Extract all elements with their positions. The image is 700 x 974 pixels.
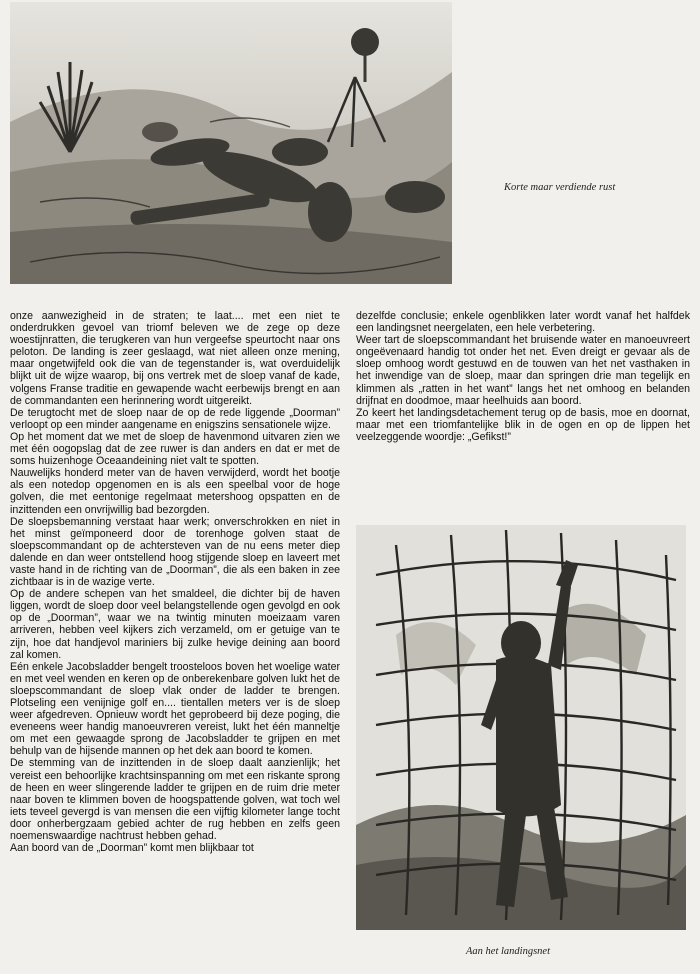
paragraph: Aan boord van de „Doorman” komt men blijkbaar tot <box>10 842 254 855</box>
paragraph: Op het moment dat we met de sloep de havenmond uitvaren zien we met één oogopslag dat de zee ruwer is dan anders en dat er met de soms huizenhoge Oceaandeining niet valt te spotten. <box>10 430 340 468</box>
paragraph: De sloepsbemanning verstaat haar werk; onverschrokken en niet in het minst geïmponeerd door de torenhoge golven staat de sloepscommandant op de achtersteven van de nu eens meter diep dalende en dan weer ontstellend hoog stijgende sloep en laveert met vaste hand in de richting van de „Doorman”, die als een baken in zee zichtbaar is in de wazige verte. <box>10 515 340 589</box>
paragraph: dezelfde conclusie; enkele ogenblikken later wordt vanaf het halfdek een landingsnet neergelaten, een hele verbetering. <box>356 310 690 335</box>
paragraph: Zo keert het landingsdetachement terug op de basis, moe en doornat, maar met een triomfantelijke blik in de ogen en op de lippen het veelzeggende woordje: „Gefikst!” <box>356 406 690 443</box>
paragraph: De terugtocht met de sloep naar de op de rede liggende „Doorman” verloopt op een minder aangename en enigszins sensationele wijze. <box>10 406 340 431</box>
right-text-column <box>356 310 690 443</box>
paragraph: Eén enkele Jacobsladder bengelt troosteloos boven het woelige water en met veel wenden en keren op de onberekenbare golven lukt het de sloepscommandant de sloep vlak onder de ladder te brengen. Plotseling een venijnige golf en.... tientallen meters ver is de sloep weer afgedreven. Opnieuw wordt het geprobeerd bij deze poging, die eveneens weer handig manoeuvreren vereist, lukt het één manneltje om met een gewaagde sprong de Jacobsladder te grijpen en met behulp van de hijsende mannen op het dek aan boord te komen. <box>10 660 340 758</box>
top-illustration <box>10 2 452 284</box>
paragraph: Nauwelijks honderd meter van de haven verwijderd, wordt het bootje als een notedop opgenomen en is als een speelbal voor de hoge golven, die met eentonige regelmaat metershoog opspatten en de inzittenden een onvrijwillig bad bezorgden. <box>10 467 340 516</box>
man-climbing-net-sketch <box>356 525 686 930</box>
paragraph: onze aanwezigheid in de straten; te laat.... met een niet te onderdrukken gevoel van triomf beleven we de zege op deze woestijnratten, die terugkeren van hun vergeefse speurtocht naar ons peloton. De landing is zeer geslaagd, wat niet alleen onze mening, maar ongetwijfeld ook die van de tegenstander is, wat overduidelijk blijkt uit de wijze waarop, bij ons vertrek met de sloep vanaf de kade, volgens Franse traditie en gewapende wacht eerbewijs brengt en aan de commandanten een herinnering wordt uitgereikt. <box>10 310 340 407</box>
paragraph: De stemming van de inzittenden in de sloep daalt aanzienlijk; het vereist een behoorlijke krachtsinspanning om met een riskante sprong de heen en weer slingerende ladder te grijpen en de ruim drie meter naar boven te klimmen boven de hoogspattende golven, wat toch wel iets teveel gevergd is van mensen die een vijftig kilometer lange tocht door onherbergzaam gebied achter de rug hebben en zelfs geen noemenswaardige nachtrust hebben gehad. <box>10 757 340 843</box>
bottom-illustration <box>356 525 686 930</box>
left-text-column <box>10 310 340 854</box>
paragraph: Op de andere schepen van het smaldeel, die dichter bij de haven liggen, wordt de sloep door veel belangstellende ogen gevolgd en ook op de „Doorman”, waar we na twintig minuten moeizaam varen arriveren, hebben veel kijkers zich verzameld, om er getuige van te zijn, hoe dat handjevol mariniers bij zulke hevige deining aan boord zal komen. <box>10 588 340 661</box>
paragraph: Weer tart de sloepscommandant het bruisende water en manoeuvreert ongeëvenaard handig tot onder het net. Even dreigt er gevaar als de sloep omhoog wordt gestuwd en de touwen van het net vasthaken in het inwendige van de sloep, maar dan springen drie man tegelijk en klimmen als „ratten in het want” langs het net omhoog en belanden drijfnat en doodmoe, maar heelhuids aan boord. <box>356 334 690 407</box>
top-illustration-caption: Korte maar verdiende rust <box>504 182 616 193</box>
bottom-illustration-caption: Aan het landingsnet <box>466 946 550 957</box>
resting-soldiers-sketch <box>10 2 452 284</box>
